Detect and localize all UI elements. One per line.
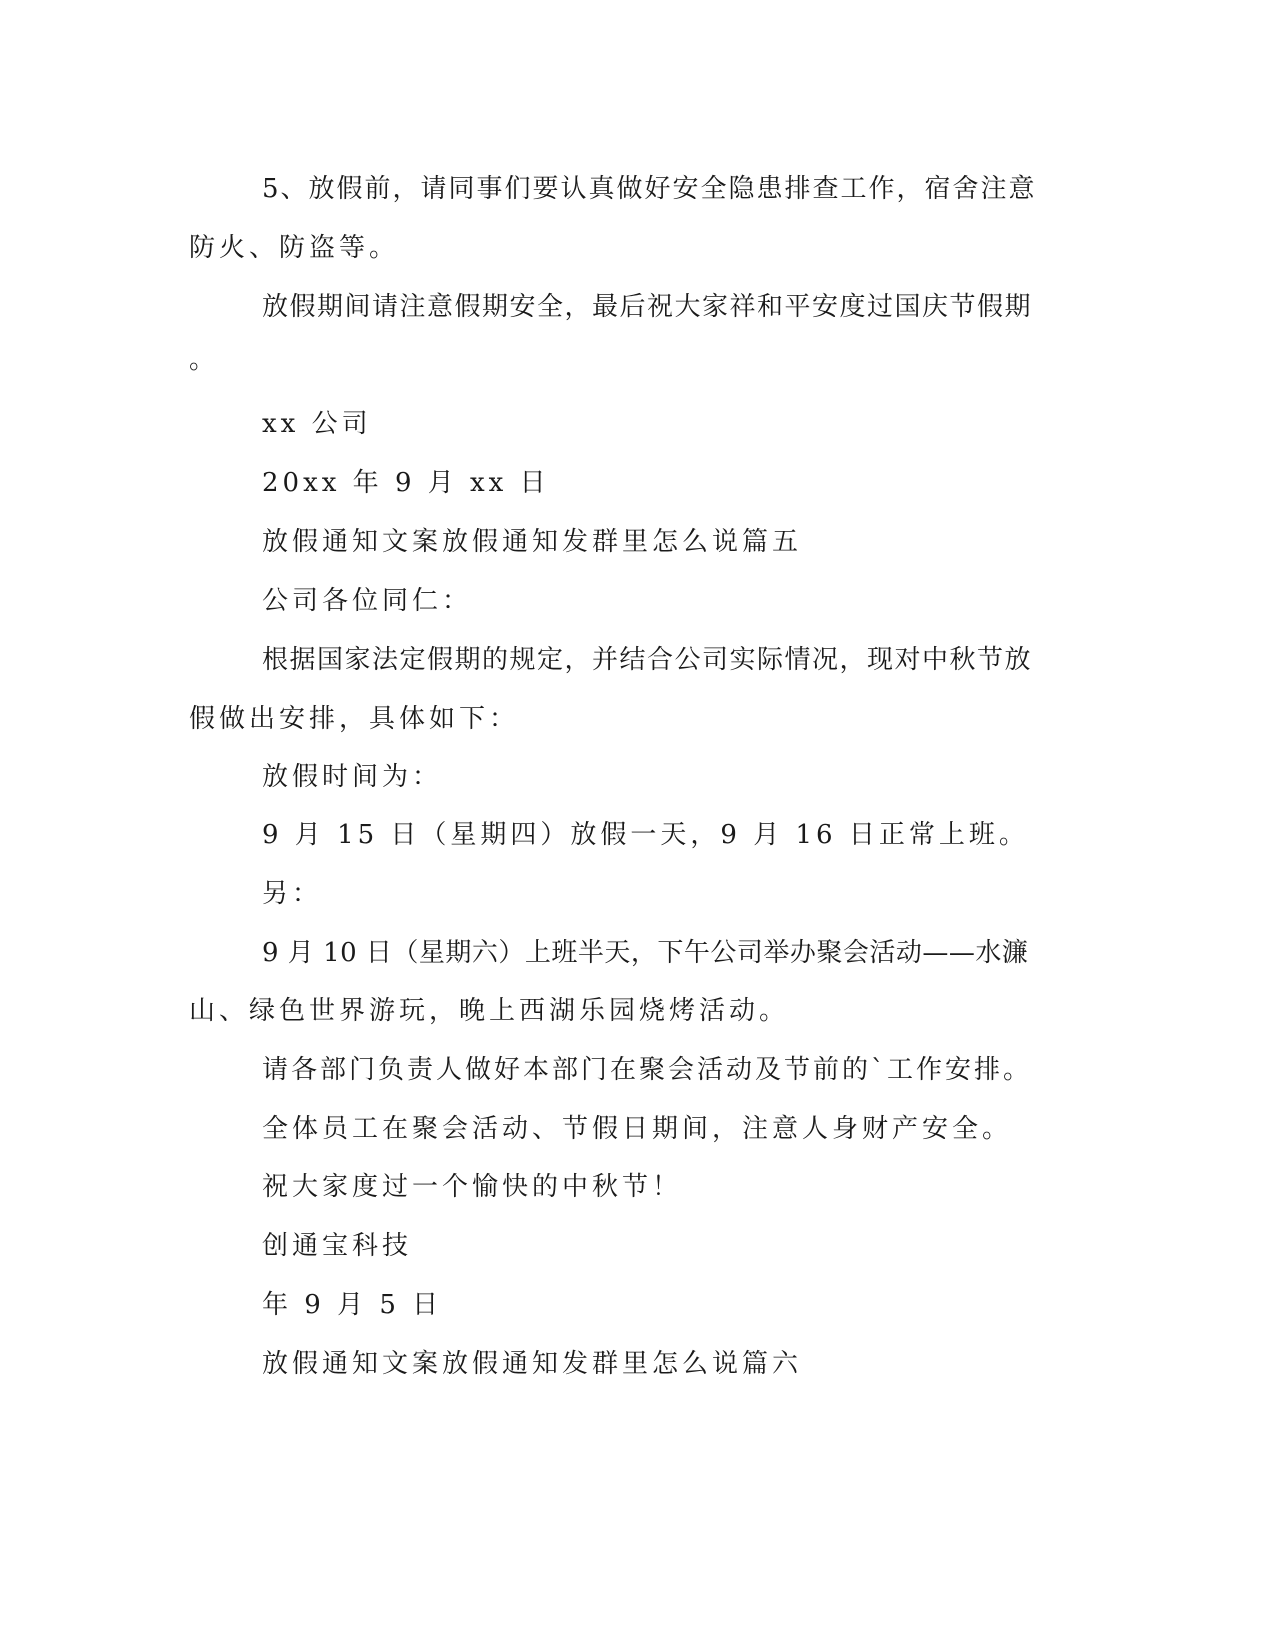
company-signature: 创通宝科技	[262, 1231, 413, 1261]
paragraph-line: 另：	[262, 879, 323, 909]
section-heading: 放假通知文案放假通知发群里怎么说篇五	[262, 527, 803, 557]
paragraph-line: 山、绿色世界游玩，晚上西湖乐园烧烤活动。	[189, 996, 790, 1026]
paragraph-line: 放假期间请注意假期安全，最后祝大家祥和平安度过国庆节假期	[262, 292, 1033, 322]
paragraph-line: 祝大家度过一个愉快的中秋节！	[262, 1172, 683, 1202]
paragraph-line: 。	[189, 345, 220, 375]
salutation: 公司各位同仁：	[262, 586, 473, 616]
paragraph-line: 假做出安排，具体如下：	[189, 704, 520, 734]
paragraph-line: 9 月 15 日（星期四）放假一天，9 月 16 日正常上班。	[262, 820, 1029, 850]
paragraph-line: 防火、防盗等。	[189, 233, 400, 263]
section-heading: 放假通知文案放假通知发群里怎么说篇六	[262, 1349, 803, 1379]
company-signature: xx 公司	[262, 409, 372, 439]
signature-date: 20xx 年 9 月 xx 日	[262, 468, 550, 498]
paragraph-line: 5、放假前，请同事们要认真做好安全隐患排查工作，宿舍注意	[262, 174, 1037, 204]
paragraph-line: 根据国家法定假期的规定，并结合公司实际情况，现对中秋节放	[262, 645, 1033, 675]
paragraph-line: 放假时间为：	[262, 762, 443, 792]
signature-date: 年 9 月 5 日	[262, 1290, 443, 1320]
paragraph-line: 请各部门负责人做好本部门在聚会活动及节前的`工作安排。	[262, 1055, 1033, 1085]
paragraph-line: 全体员工在聚会活动、节假日期间，注意人身财产安全。	[262, 1114, 1013, 1144]
paragraph-line: 9 月 10 日（星期六）上班半天，下午公司举办聚会活动——水濂	[262, 938, 1029, 968]
